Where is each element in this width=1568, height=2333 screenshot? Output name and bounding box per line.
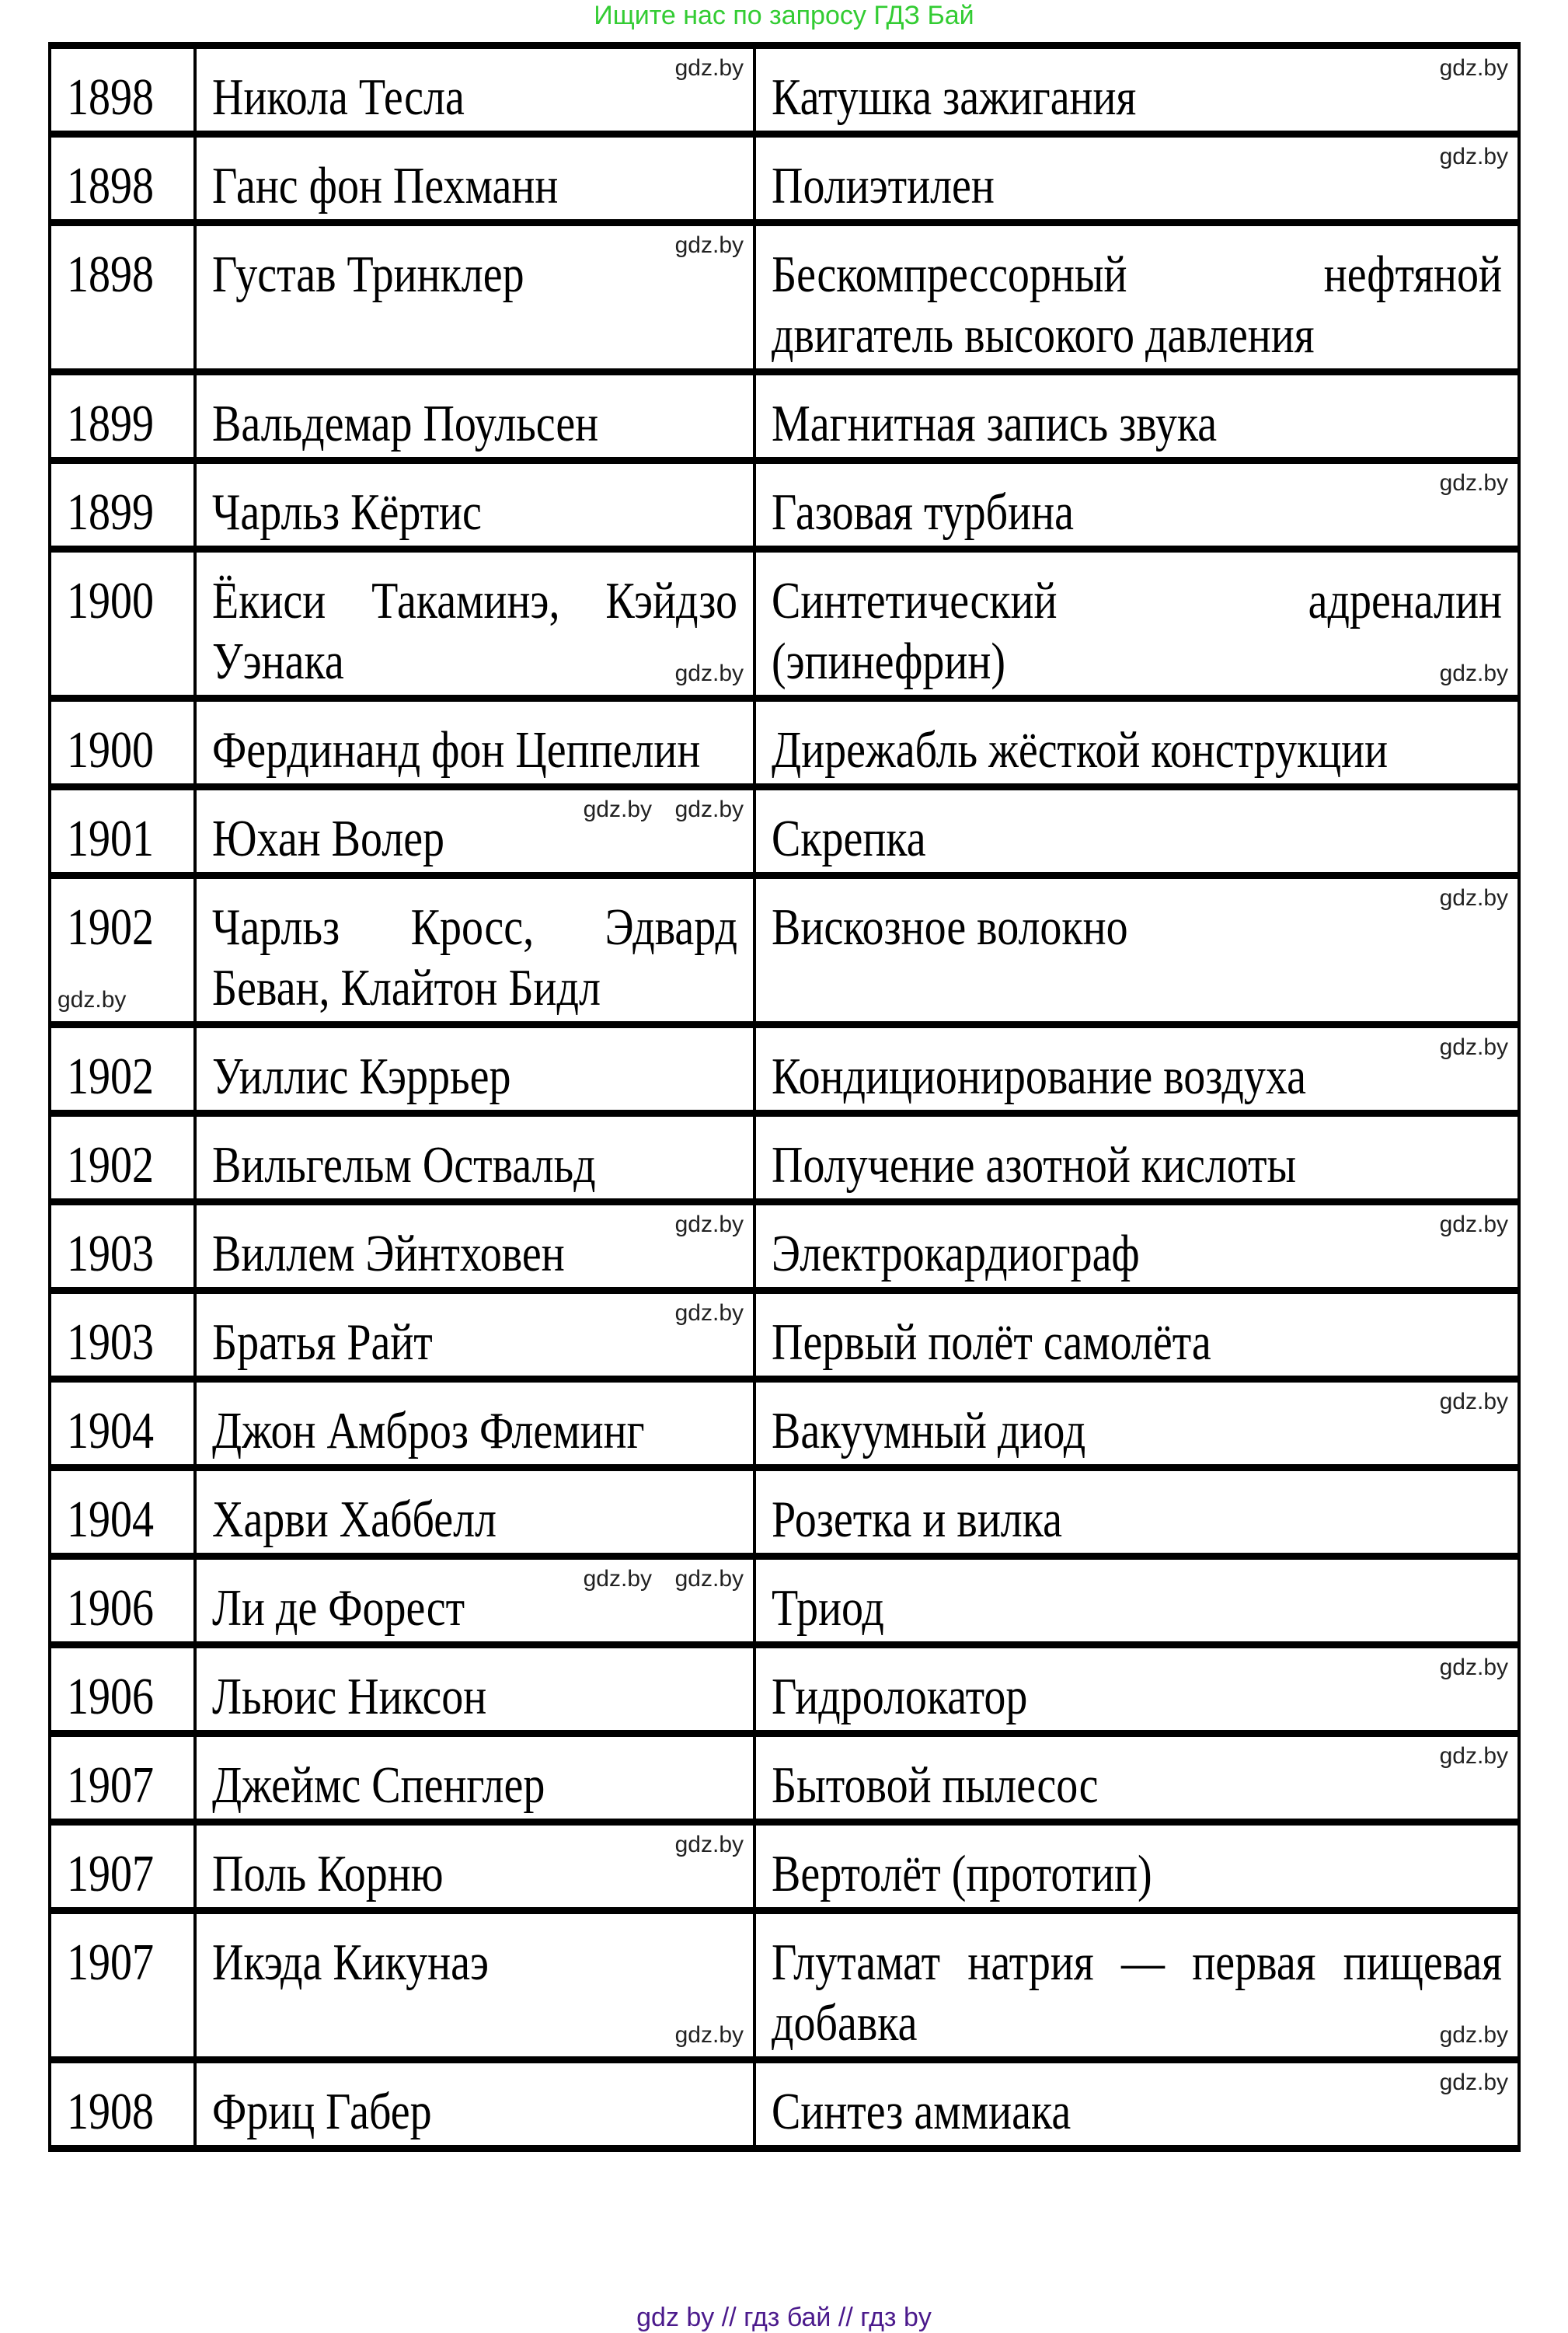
invention-cell [754,1557,1519,1645]
invention-cell [754,2060,1519,2149]
invention-cell-text: Вискозное волокно [772,898,1128,957]
invention-cell-text: Бескомпрессорный нефтяной двигатель высокого давления [772,246,1502,364]
table-row [50,1822,1519,1911]
table-row [50,1911,1519,2060]
inventor-cell [195,2060,754,2149]
year-cell [50,46,195,134]
invention-cell-text: Бытовой пылесос [772,1756,1099,1815]
year-cell-text: 1898 [67,68,154,127]
year-cell [50,876,195,1025]
invention-cell-text: Первый полёт самолёта [772,1313,1211,1372]
year-cell-text: 1907 [67,1756,154,1815]
year-cell-text: 1900 [67,721,154,779]
year-cell [50,1468,195,1557]
watermark: gdz.by [1439,55,1508,81]
invention-cell [754,1645,1519,1734]
year-cell [50,1557,195,1645]
year-cell-text: 1903 [67,1313,154,1372]
inventor-cell [195,1734,754,1822]
inventor-cell-text: Уиллис Кэррьер [212,1048,511,1106]
inventor-cell [195,1822,754,1911]
inventor-cell [195,1557,754,1645]
invention-cell [754,372,1519,461]
invention-cell-text: Синтез аммиака [772,2083,1071,2141]
watermark: gdz.by [1439,885,1508,911]
watermark: gdz.by [1439,2070,1508,2095]
inventor-cell [195,46,754,134]
table-row [50,2060,1519,2149]
watermark: gdz.by [1439,1655,1508,1680]
invention-cell-text: Катушка зажигания [772,68,1137,127]
invention-cell [754,1822,1519,1911]
invention-cell [754,1734,1519,1822]
invention-cell [754,787,1519,876]
invention-cell-text: Синтетический адреналин (эпинефрин) [772,572,1502,691]
invention-cell [754,876,1519,1025]
year-cell [50,787,195,876]
watermark: gdz.by [1439,1389,1508,1414]
invention-cell-text: Получение азотной кислоты [772,1136,1297,1194]
invention-cell-text: Скрепка [772,810,926,868]
inventor-cell-text: Ёкиси Такаминэ, Кэйдзо Уэнака [212,572,737,691]
watermark: gdz.by [674,2022,744,2048]
invention-cell [754,549,1519,699]
inventor-cell [195,1468,754,1557]
year-cell-text: 1902 [67,1136,154,1194]
invention-cell [754,1025,1519,1114]
watermark: gdz.by [674,232,744,258]
watermark: gdz.by [674,1832,744,1857]
inventor-cell [195,1645,754,1734]
invention-cell-text: Кондиционирование воздуха [772,1048,1306,1106]
watermark: gdz.by [1439,661,1508,686]
invention-cell [754,1379,1519,1468]
watermark: gdz.by [1439,2022,1508,2048]
invention-cell-text: Вакуумный диод [772,1402,1086,1460]
inventor-cell [195,699,754,787]
inventor-cell-text: Ли де Форест [212,1579,465,1637]
year-cell [50,1379,195,1468]
inventor-cell [195,461,754,549]
invention-cell-text: Электрокардиограф [772,1225,1140,1283]
year-cell [50,223,195,372]
invention-cell [754,1202,1519,1291]
inventor-cell-text: Вальдемар Поульсен [212,395,599,453]
year-cell [50,461,195,549]
year-cell-text: 1898 [67,246,154,304]
inventor-cell-text: Поль Корню [212,1845,444,1903]
inventor-cell [195,876,754,1025]
watermark: gdz.by [1439,1743,1508,1769]
table-row [50,876,1519,1025]
table-row [50,46,1519,134]
table-row [50,1468,1519,1557]
year-cell [50,1734,195,1822]
table-row [50,787,1519,876]
inventor-cell-text: Икэда Кикунаэ [212,1934,489,1992]
inventor-cell-text: Льюис Никсон [212,1668,487,1726]
year-cell [50,1645,195,1734]
year-cell-text: 1907 [67,1845,154,1903]
invention-cell-text: Вертолёт (прототип) [772,1845,1152,1903]
inventor-cell-text: Вильгельм Оствальд [212,1136,596,1194]
watermark: gdz.by [1439,1034,1508,1060]
invention-cell [754,134,1519,223]
inventor-cell [195,1114,754,1202]
year-cell [50,1114,195,1202]
site-footer-note: gdz by // гдз бай // гдз by [636,2303,932,2332]
table-row [50,1291,1519,1379]
year-cell-text: 1899 [67,395,154,453]
year-cell-text: 1903 [67,1225,154,1283]
inventor-cell-text: Виллем Эйнтховен [212,1225,565,1283]
invention-cell [754,1468,1519,1557]
inventor-cell-text: Ганс фон Пехманн [212,157,559,215]
year-cell-text: 1904 [67,1402,154,1460]
invention-cell-text: Дирежабль жёсткой конструкции [772,721,1389,779]
table-row [50,549,1519,699]
year-cell [50,699,195,787]
inventor-cell-text: Никола Тесла [212,68,465,127]
table-row [50,1734,1519,1822]
watermark: gdz.by [674,1212,744,1237]
inventions-table [48,42,1521,2152]
year-cell [50,372,195,461]
year-cell [50,2060,195,2149]
year-cell-text: 1898 [67,157,154,215]
watermark: gdz.by [1439,1212,1508,1237]
table-row [50,1379,1519,1468]
year-cell [50,1911,195,2060]
invention-cell [754,1911,1519,2060]
inventor-cell-text: Густав Тринклер [212,246,524,304]
year-cell [50,1025,195,1114]
invention-cell-text: Газовая турбина [772,483,1074,542]
table-row [50,461,1519,549]
table-row [50,1645,1519,1734]
invention-cell-text: Триод [772,1579,884,1637]
inventor-cell-text: Харви Хаббелл [212,1491,497,1549]
table-row [50,1025,1519,1114]
year-cell-text: 1900 [67,572,154,630]
year-cell-text: 1904 [67,1491,154,1549]
inventor-cell [195,223,754,372]
inventor-cell [195,1911,754,2060]
year-cell [50,1202,195,1291]
invention-cell [754,699,1519,787]
search-hint-banner: Ищите нас по запросу ГДЗ Бай [594,1,974,30]
inventor-cell-text: Фриц Габер [212,2083,432,2141]
inventor-cell-text: Чарльз Кёртис [212,483,482,542]
inventor-cell [195,134,754,223]
year-cell-text: 1908 [67,2083,154,2141]
table-row [50,134,1519,223]
inventor-cell-text: Фердинанд фон Цеппелин [212,721,701,779]
invention-cell-text: Гидролокатор [772,1668,1028,1726]
inventor-cell-text: Чарльз Кросс, Эдвард Беван, Клайтон Бидл [212,898,737,1017]
table-row [50,1557,1519,1645]
watermark: gdz.by [583,797,652,822]
inventor-cell [195,787,754,876]
inventor-cell [195,372,754,461]
inventor-cell [195,1202,754,1291]
invention-cell-text: Магнитная запись звука [772,395,1218,453]
inventor-cell [195,1379,754,1468]
year-cell [50,1822,195,1911]
table-row [50,372,1519,461]
year-cell-text: 1906 [67,1579,154,1637]
year-cell [50,1291,195,1379]
year-cell-text: 1902 [67,1048,154,1106]
inventor-cell-text: Юхан Волер [212,810,445,868]
table-row [50,1202,1519,1291]
invention-cell [754,223,1519,372]
invention-cell-text: Полиэтилен [772,157,995,215]
inventor-cell-text: Братья Райт [212,1313,433,1372]
invention-cell [754,46,1519,134]
watermark: gdz.by [674,797,744,822]
table-row [50,1114,1519,1202]
year-cell-text: 1901 [67,810,154,868]
inventor-cell-text: Джон Амброз Флеминг [212,1402,645,1460]
table-row [50,223,1519,372]
inventor-cell [195,549,754,699]
watermark: gdz.by [674,661,744,686]
year-cell-text: 1906 [67,1668,154,1726]
watermark: gdz.by [674,1300,744,1326]
table-row [50,699,1519,787]
invention-cell-text: Розетка и вилка [772,1491,1062,1549]
watermark: gdz.by [1439,470,1508,496]
watermark: gdz.by [583,1566,652,1592]
year-cell [50,549,195,699]
watermark: gdz.by [57,987,127,1013]
year-cell-text: 1907 [67,1934,154,1992]
year-cell [50,134,195,223]
invention-cell [754,1291,1519,1379]
invention-cell [754,1114,1519,1202]
inventor-cell [195,1291,754,1379]
inventor-cell [195,1025,754,1114]
invention-cell [754,461,1519,549]
year-cell-text: 1902 [67,898,154,957]
watermark: gdz.by [674,55,744,81]
watermark: gdz.by [1439,144,1508,169]
invention-cell-text: Глутамат натрия — первая пищевая добавка [772,1934,1502,2052]
year-cell-text: 1899 [67,483,154,542]
watermark: gdz.by [674,1566,744,1592]
inventor-cell-text: Джеймс Спенглер [212,1756,545,1815]
